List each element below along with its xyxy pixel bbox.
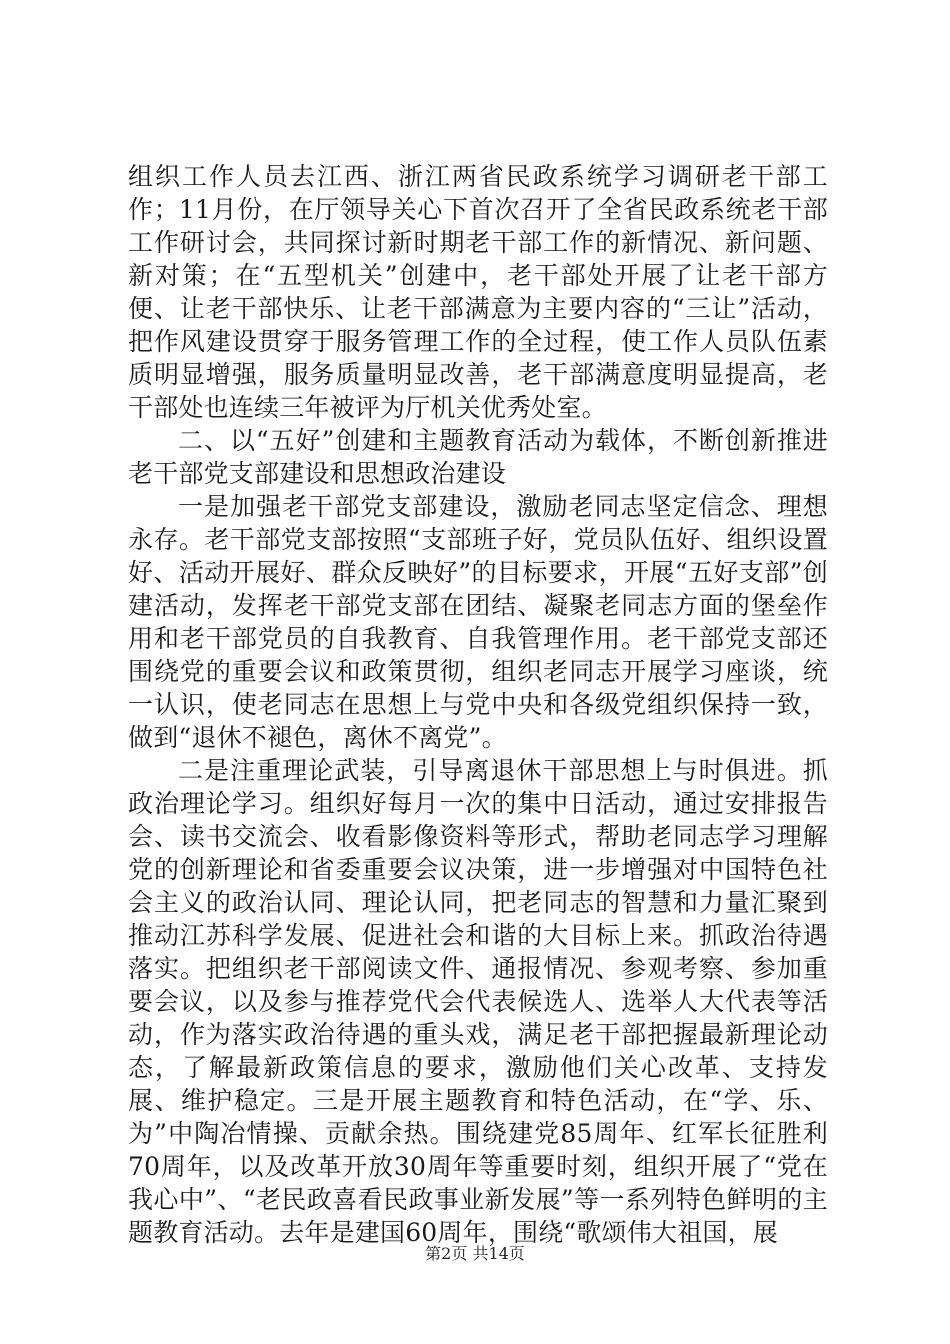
paragraph-theory: 二是注重理论武装，引导离退休干部思想上与时俱进。抓政治理论学习。组织好每月一次的集中日活动，通过安排报告会、读书交流会、收看影像资料等形式，帮助老同志学习理解党的创新理论和省委重要会议决策，进一步增强对中国特色社会主义的政治认同、理论认同，把老同志的智慧和力量汇聚到推动江苏科学发展、促进社会和谐的大目标上来。抓政治待遇落实。把组织老干部阅读文件、通报情况、参观考察、参加重要会议，以及参与推荐党代会代表候选人、选举人大代表等活动，作为落实政治待遇的重头戏，满足老干部把握最新理论动态，了解最新政策信息的要求，激励他们关心改革、支持发展、维护稳定。三是开展主题教育和特色活动，在“学、乐、为”中陶冶情操、贡献余热。围绕建党85周年、红军长征胜利70周年，以及改革开放30周年等重要时刻，组织开展了“党在我心中”、“老民政喜看民政事业新发展”等一系列特色鲜明的主题教育活动。去年是建国60周年，围绕“歌颂伟大祖国，展 bbox=[128, 756, 828, 1247]
document-body bbox=[128, 160, 828, 1249]
section-heading: 二、以“五好”创建和主题教育活动为载体，不断创新推进老干部党支部建设和思想政治建设 bbox=[128, 426, 828, 488]
paragraph-party-branch: 一是加强老干部党支部建设，激励老同志坚定信念、理想永存。老干部党支部按照“支部班子好，党员队伍好、组织设置好、活动开展好、群众反映好”的目标要求，开展“五好支部”创建活动，发挥老干部党支部在团结、凝聚老同志方面的堡垒作用和老干部党员的自我教育、自我管理作用。老干部党支部还围绕党的重要会议和政策贯彻，组织老同志开展学习座谈，统一认识，使老同志在思想上与党中央和各级党组织保持一致，做到“退休不褪色，离休不离党”。 bbox=[128, 492, 828, 752]
paragraph-continuation: 组织工作人员去江西、浙江两省民政系统学习调研老干部工作；11月份，在厅领导关心下首次召开了全省民政系统老干部工作研讨会，共同探讨新时期老干部工作的新情况、新问题、新对策；在“五型机关”创建中，老干部处开展了让老干部方便、让老干部快乐、让老干部满意为主要内容的“三让”活动，把作风建设贯穿于服务管理工作的全过程，使工作人员队伍素质明显增强，服务质量明显改善，老干部满意度明显提高，老干部处也连续三年被评为厅机关优秀处室。 bbox=[128, 162, 828, 422]
page-number-footer: 第2页 共14页 bbox=[425, 1244, 525, 1263]
